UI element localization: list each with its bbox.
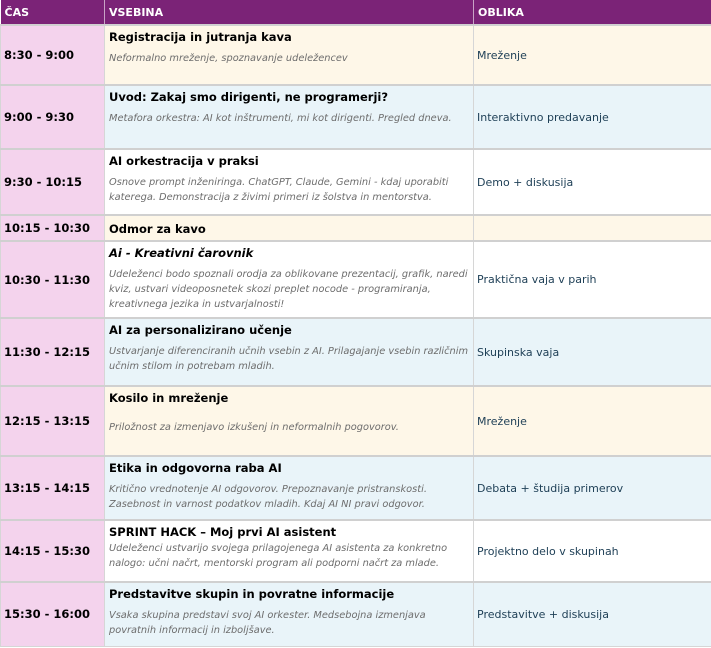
- content-cell: [105, 520, 474, 582]
- time-cell: 10:15 - 10:30: [1, 215, 105, 241]
- table-row: [1, 149, 711, 215]
- form-cell: Debata + študija primerov: [474, 456, 711, 520]
- table-row: [1, 25, 711, 85]
- session-description: Udeleženci bodo spoznali orodja za oblikovane prezentacij, grafik, naredi kviz, ustvari videoposnetek skozi preplet nocode - programiranja, kreativnega jezika in ustvarjalnosti!: [109, 269, 468, 310]
- form-cell: Projektno delo v skupinah: [474, 520, 711, 582]
- session-title: SPRINT HACK – Moj prvi AI asistent: [109, 525, 337, 539]
- table-row: [1, 386, 711, 456]
- content-cell: [105, 85, 474, 149]
- time-cell: 9:00 - 9:30: [1, 85, 105, 149]
- form-cell: Demo + diskusija: [474, 149, 711, 215]
- session-description: Ustvarjanje diferenciranih učnih vsebin z AI. Prilagajanje vsebin različnim učnim stilom in potrebam mladih.: [109, 346, 469, 372]
- content-cell: [105, 241, 474, 318]
- table-row: [1, 582, 711, 646]
- session-description: Kritično vrednotenje AI odgovorov. Prepoznavanje pristranskosti. Zasebnost in varnost podatkov mladih. Kdaj AI NI pravi odgovor.: [109, 484, 427, 510]
- time-cell: 10:30 - 11:30: [1, 241, 105, 318]
- session-title: AI orkestracija v praksi: [109, 154, 259, 168]
- form-cell: [474, 215, 711, 241]
- time-cell: 14:15 - 15:30: [1, 520, 105, 582]
- time-cell: 12:15 - 13:15: [1, 386, 105, 456]
- session-title: Etika in odgovorna raba AI: [109, 461, 282, 475]
- table-row: [1, 215, 711, 241]
- form-cell: Skupinska vaja: [474, 318, 711, 386]
- header-content: VSEBINA: [105, 0, 474, 25]
- form-cell: Predstavitve + diskusija: [474, 582, 711, 646]
- session-title: AI za personalizirano učenje: [109, 323, 292, 337]
- form-cell: Mreženje: [474, 386, 711, 456]
- time-cell: 13:15 - 14:15: [1, 456, 105, 520]
- content-cell: [105, 386, 474, 456]
- session-title: Predstavitve skupin in povratne informacije: [109, 587, 395, 601]
- session-title: Kosilo in mreženje: [109, 391, 229, 405]
- content-cell: [105, 25, 474, 85]
- header-form: OBLIKA: [474, 0, 711, 25]
- time-cell: 15:30 - 16:00: [1, 582, 105, 646]
- session-description: Osnove prompt inženiringa. ChatGPT, Claude, Gemini - kdaj uporabiti katerega. Demonstracija z živimi primeri iz šolstva in mentorstva.: [109, 177, 449, 203]
- table-row: [1, 456, 711, 520]
- form-cell: Praktična vaja v parih: [474, 241, 711, 318]
- time-cell: 11:30 - 12:15: [1, 318, 105, 386]
- session-title: Uvod: Zakaj smo dirigenti, ne programerji?: [109, 90, 389, 104]
- header-row: [1, 0, 711, 25]
- content-cell: [105, 582, 474, 646]
- time-cell: 8:30 - 9:00: [1, 25, 105, 85]
- content-cell: [105, 149, 474, 215]
- content-cell: [105, 456, 474, 520]
- content-cell: [105, 318, 474, 386]
- session-description: Neformalno mreženje, spoznavanje udeležencev: [109, 53, 348, 64]
- session-description: Priložnost za izmenjavo izkušenj in neformalnih pogovorov.: [109, 422, 399, 433]
- session-title: Ai - Kreativni čarovnik: [109, 246, 254, 260]
- session-description: Vsaka skupina predstavi svoj AI orkester. Medsebojna izmenjava povratnih informacij in izboljšave.: [109, 610, 426, 636]
- session-description: Udeleženci ustvarijo svojega prilagojenega AI asistenta za konkretno nalogo: učni načrt, mentorski program ali podporni načrt za mlade.: [109, 543, 448, 569]
- session-description: Metafora orkestra: AI kot inštrumenti, mi kot dirigenti. Pregled dneva.: [109, 113, 452, 124]
- header-time: ČAS: [1, 0, 105, 25]
- session-title: Registracija in jutranja kava: [109, 30, 292, 44]
- form-cell: Interaktivno predavanje: [474, 85, 711, 149]
- table-row: [1, 318, 711, 386]
- table-row: [1, 85, 711, 149]
- session-title: Odmor za kavo: [109, 221, 206, 236]
- time-cell: 9:30 - 10:15: [1, 149, 105, 215]
- table-row: [1, 241, 711, 318]
- form-cell: Mreženje: [474, 25, 711, 85]
- content-cell: [105, 215, 474, 241]
- table-row: [1, 520, 711, 582]
